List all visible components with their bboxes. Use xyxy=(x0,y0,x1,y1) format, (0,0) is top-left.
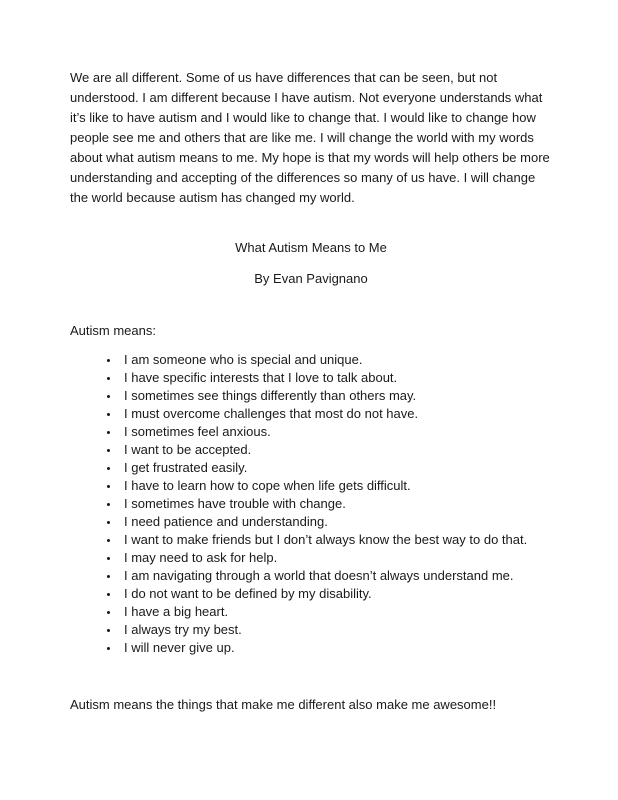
bullet-item: • I do not want to be defined by my disability. xyxy=(120,585,552,603)
bullet-item: • I am navigating through a world that doesn’t always understand me. xyxy=(120,567,552,585)
bullet-item: • I will never give up. xyxy=(120,639,552,657)
bullet-item: • I may need to ask for help. xyxy=(120,549,552,567)
bullet-item: • I always try my best. xyxy=(120,621,552,639)
list-heading: Autism means: xyxy=(70,323,156,338)
bullet-item: • I have to learn how to cope when life gets difficult. xyxy=(120,477,552,495)
document-title: What Autism Means to Me xyxy=(235,240,387,255)
bullet-item: • I want to be accepted. xyxy=(120,441,552,459)
bullet-item: • I want to make friends but I don’t always know the best way to do that. xyxy=(120,531,552,549)
bullet-item: • I get frustrated easily. xyxy=(120,459,552,477)
bullet-item: • I sometimes see things differently than others may. xyxy=(120,387,552,405)
bullet-item: • I need patience and understanding. xyxy=(120,513,552,531)
bullet-item: • I have specific interests that I love to talk about. xyxy=(120,369,552,387)
title-block xyxy=(70,238,552,289)
bullet-item: • I must overcome challenges that most do not have. xyxy=(120,405,552,423)
document-byline: By Evan Pavignano xyxy=(254,271,368,286)
bullet-item: • I am someone who is special and unique. xyxy=(120,351,552,369)
intro-paragraph: We are all different. Some of us have differences that can be seen, but not understood. I am different because I have autism. Not everyone understands what it’s like to have autism and I would like to change that. I would like to change how people see me and others that are like me. I will change the world with my words about what autism means to me. My hope is that my words will help others be more understanding and accepting of the differences so many of us have. I will change the world because autism has changed my world. xyxy=(70,70,550,205)
bullet-item: • I sometimes have trouble with change. xyxy=(120,495,552,513)
autism-means-list xyxy=(70,351,552,657)
closing-line: Autism means the things that make me different also make me awesome!! xyxy=(70,697,497,712)
bullet-item: • I have a big heart. xyxy=(120,603,552,621)
bullet-item: • I sometimes feel anxious. xyxy=(120,423,552,441)
